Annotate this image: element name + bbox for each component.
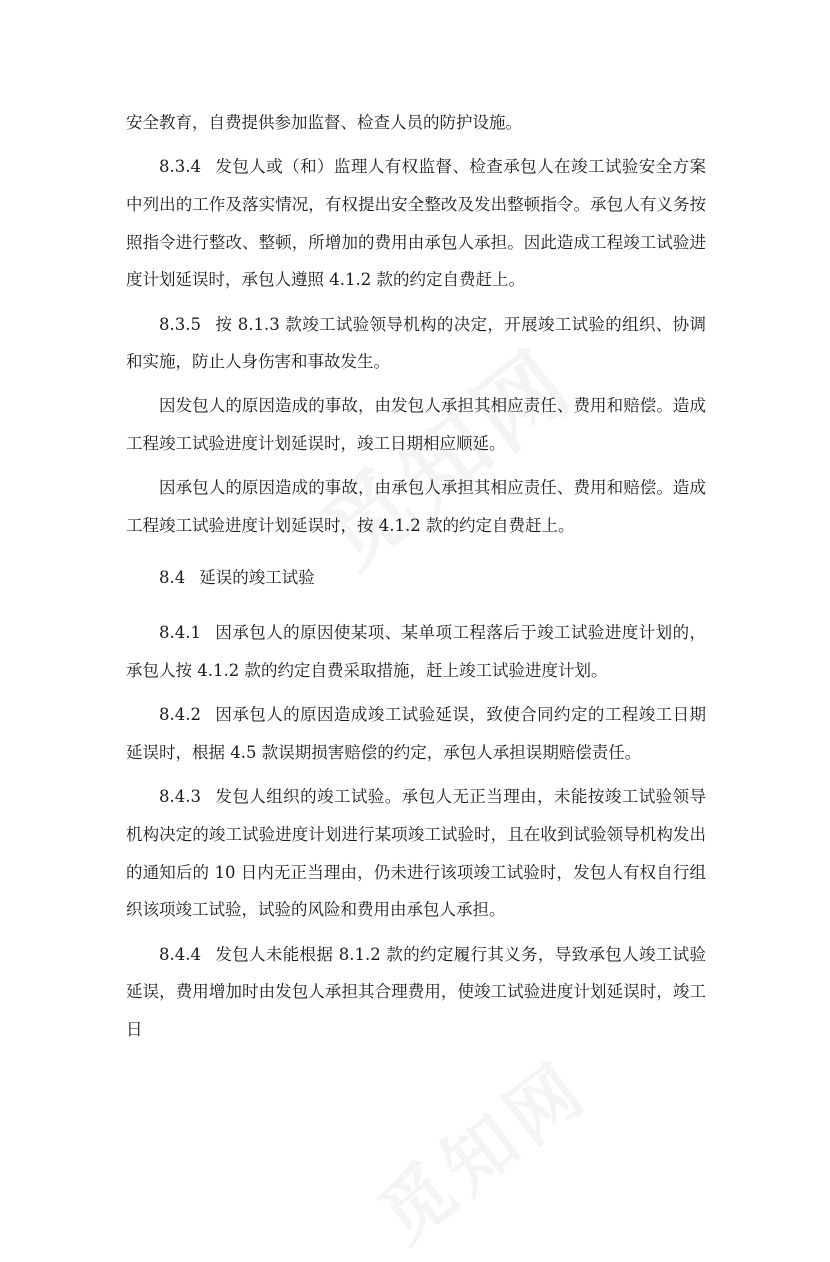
clause-number: 8.3.4 [159, 157, 201, 177]
clause-text: 发包人未能根据 8.1.2 款的约定履行其义务，导致承包人竣工试验延误，费用增加时由发包人承担其合理费用，使竣工试验进度计划延误时，竣工日 [126, 944, 706, 1039]
clause-text: 按 8.1.3 款竣工试验领导机构的决定，开展竣工试验的组织、协调和实施，防止人身伤害和事故发生。 [126, 314, 706, 372]
clause-8-4-2 [126, 696, 706, 771]
section-title: 延误的竣工试验 [199, 567, 315, 587]
paragraph-text: 因发包人的原因造成的事故，由发包人承担其相应责任、费用和赔偿。造成工程竣工试验进度计划延误时，竣工日期相应顺延。 [126, 396, 706, 454]
clause-8-4-3 [126, 778, 706, 929]
clause-8-4-1 [126, 614, 706, 689]
clause-8-3-5 [126, 306, 706, 381]
clause-number: 8.3.5 [159, 314, 201, 334]
clause-text: 发包人组织的竣工试验。承包人无正当理由，未能按竣工试验领导机构决定的竣工试验进度计划进行某项竣工试验时，且在收到试验领导机构发出的通知后的 10 日内无正当理由，仍未进行该项竣工试验时，发包人有权自行组织该项竣工试验，试验的风险和费用由承包人承担。 [126, 787, 706, 920]
watermark-bottom [353, 1032, 606, 1262]
clause-number: 8.4.1 [159, 623, 201, 643]
paragraph-contractor-fault [126, 469, 706, 544]
clause-text: 因承包人的原因造成竣工试验延误，致使合同约定的工程竣工日期延误时，根据 4.5 款误期损害赔偿的约定，承包人承担误期赔偿责任。 [126, 705, 706, 763]
clause-8-4-4 [126, 936, 706, 1049]
clause-number: 8.4.4 [159, 944, 201, 964]
clause-text: 发包人或（和）监理人有权监督、检查承包人在竣工试验安全方案中列出的工作及落实情况，有权提出安全整改及发出整顿指令。承包人有义务按照指令进行整改、整顿，所增加的费用由承包人承担。因此造成工程竣工试验进度计划延误时，承包人遵照 4.1.2 款的约定自费赶上。 [126, 157, 706, 290]
paragraph-text: 因承包人的原因造成的事故，由承包人承担其相应责任、费用和赔偿。造成工程竣工试验进度计划延误时，按 4.1.2 款的约定自费赶上。 [126, 478, 706, 536]
clause-8-3-4 [126, 148, 706, 299]
document-body [126, 104, 706, 1055]
paragraph-text: 安全教育，自费提供参加监督、检查人员的防护设施。 [126, 113, 522, 132]
clause-number: 8.4.3 [159, 787, 201, 807]
paragraph-continuation [126, 104, 706, 142]
paragraph-employer-fault [126, 387, 706, 462]
clause-text: 因承包人的原因使某项、某单项工程落后于竣工试验进度计划的，承包人按 4.1.2 款的约定自费采取措施，赶上竣工试验进度计划。 [126, 623, 706, 681]
clause-number: 8.4.2 [159, 705, 201, 725]
section-heading-8-4 [126, 559, 706, 597]
section-number: 8.4 [159, 567, 186, 587]
